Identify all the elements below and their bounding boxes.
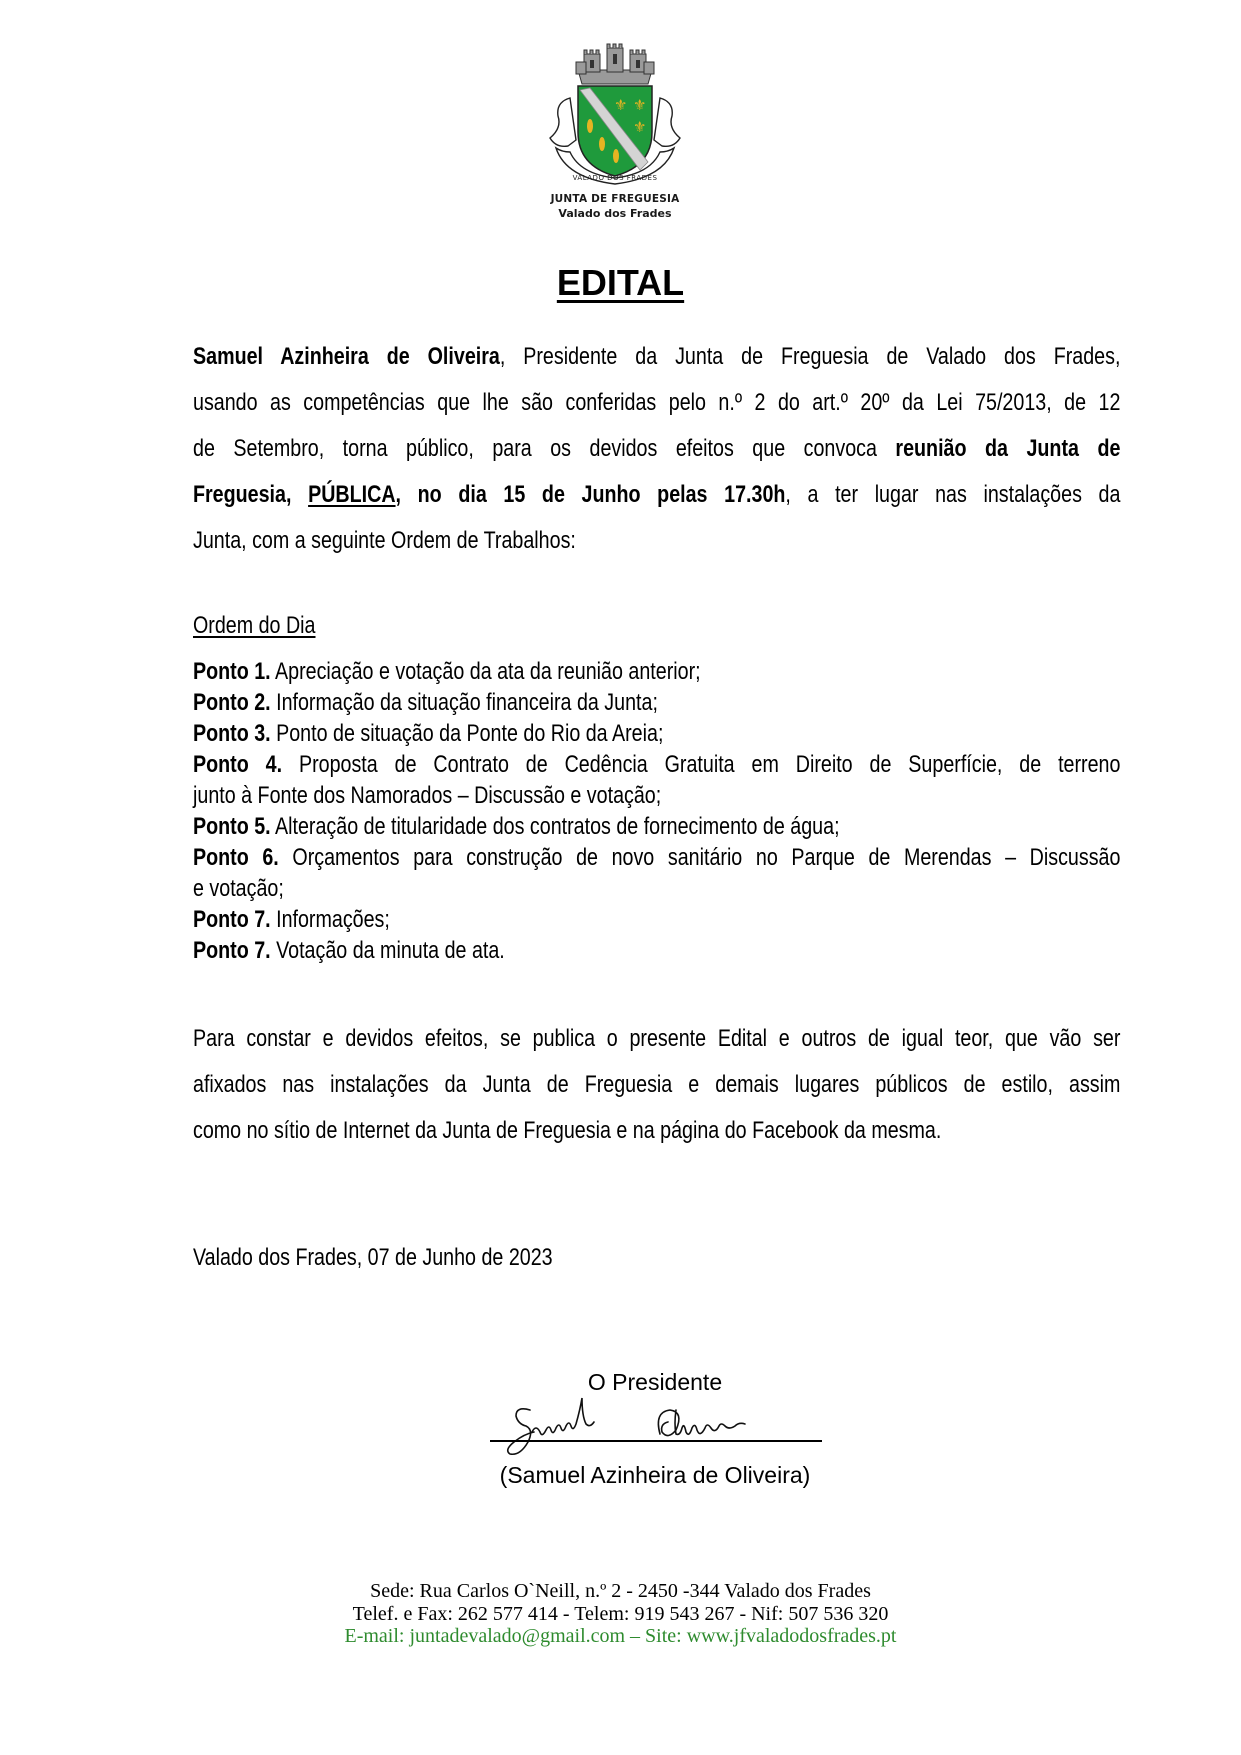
agenda-item-continuation: e votação; bbox=[193, 875, 284, 902]
agenda-item-text: Proposta de Contrato de Cedência Gratuita em Direito de Superfície, de terreno bbox=[282, 751, 1121, 778]
intro-line-1 bbox=[193, 343, 1120, 371]
agenda-item bbox=[193, 689, 658, 717]
intro-line-2: usando as competências que lhe são conferidas pelo n.º 2 do art.º 20º da Lei 75/2013, de 12 bbox=[193, 389, 1121, 416]
intro-line-4 bbox=[193, 481, 1120, 509]
agenda-item-label: Ponto 7. bbox=[193, 937, 271, 964]
agenda-item-label: Ponto 4. bbox=[193, 751, 283, 778]
intro-line-4-text: , a ter lugar nas instalações da bbox=[785, 481, 1121, 508]
meeting-datetime: , no dia 15 de Junho pelas 17.30h bbox=[395, 481, 786, 508]
agenda-item-label: Ponto 7. bbox=[193, 906, 271, 933]
agenda-item-text: Orçamentos para construção de novo sanitário no Parque de Merendas – Discussão bbox=[278, 844, 1121, 871]
intro-line-3 bbox=[193, 435, 1120, 463]
document-title: EDITAL bbox=[556, 262, 685, 303]
meeting-body: Freguesia, bbox=[193, 481, 309, 508]
intro-line-5: Junta, com a seguinte Ordem de Trabalhos: bbox=[193, 527, 576, 554]
signature-role: O Presidente bbox=[587, 1369, 723, 1395]
logo-caption-place: Valado dos Frades bbox=[558, 207, 672, 220]
signatory-name: (Samuel Azinheira de Oliveira) bbox=[499, 1462, 811, 1488]
footer-address: Sede: Rua Carlos O`Neill, n.º 2 - 2450 -344 Valado dos Frades bbox=[370, 1580, 871, 1602]
intro-line-3-text: de Setembro, torna público, para os devidos efeitos que convoca bbox=[193, 435, 896, 462]
agenda-item-label: Ponto 1. bbox=[193, 658, 271, 685]
place-date: Valado dos Frades, 07 de Junho de 2023 bbox=[193, 1244, 553, 1271]
footer-phones: Telef. e Fax: 262 577 414 - Telem: 919 543 267 - Nif: 507 536 320 bbox=[352, 1603, 889, 1625]
signature-icon bbox=[500, 1396, 820, 1456]
agenda-heading: Ordem do Dia bbox=[193, 612, 316, 639]
agenda-item-continuation: junto à Fonte dos Namorados – Discussão e votação; bbox=[193, 782, 662, 809]
agenda-item bbox=[193, 906, 390, 934]
agenda-item-text: Ponto de situação da Ponte do Rio da Areia; bbox=[270, 720, 664, 747]
agenda-item-label: Ponto 2. bbox=[193, 689, 271, 716]
agenda-item bbox=[193, 844, 1120, 872]
agenda-item-text: Alteração de titularidade dos contratos de fornecimento de água; bbox=[270, 813, 840, 840]
closing-line-2: afixados nas instalações da Junta de Freguesia e demais lugares públicos de estilo, assim bbox=[193, 1071, 1121, 1098]
agenda-item-text: Informações; bbox=[270, 906, 390, 933]
handwritten-signature bbox=[500, 1396, 820, 1456]
agenda-item bbox=[193, 658, 701, 686]
coat-of-arms-logo bbox=[540, 40, 690, 220]
svg-text:⚜: ⚜ bbox=[614, 96, 628, 114]
agenda-item-label: Ponto 6. bbox=[193, 844, 279, 871]
agenda-item bbox=[193, 813, 840, 841]
president-name: Samuel Azinheira de Oliveira bbox=[193, 343, 500, 370]
intro-line-1-text: , Presidente da Junta de Freguesia de Valado dos Frades, bbox=[499, 343, 1121, 370]
agenda-item bbox=[193, 720, 663, 748]
agenda-item-text: Informação da situação financeira da Junta; bbox=[270, 689, 658, 716]
coat-of-arms-icon bbox=[540, 40, 690, 190]
footer-contact: E-mail: juntadevalado@gmail.com – Site: www.jfvaladodosfrades.pt bbox=[344, 1625, 897, 1647]
logo-caption-title: JUNTA DE FREGUESIA bbox=[550, 193, 680, 205]
agenda-item-text: Votação da minuta de ata. bbox=[270, 937, 505, 964]
agenda-item bbox=[193, 937, 505, 965]
signature-line bbox=[490, 1440, 822, 1442]
meeting-public: PÚBLICA bbox=[308, 481, 396, 508]
meeting-type: reunião da Junta de bbox=[895, 435, 1121, 462]
agenda-item bbox=[193, 751, 1120, 779]
closing-line-1: Para constar e devidos efeitos, se publica o presente Edital e outros de igual teor, que vão ser bbox=[193, 1025, 1121, 1052]
svg-text:VALADO DOS FRADES: VALADO DOS FRADES bbox=[572, 174, 658, 182]
svg-text:⚜: ⚜ bbox=[633, 118, 647, 136]
agenda-item-label: Ponto 3. bbox=[193, 720, 271, 747]
agenda-item-label: Ponto 5. bbox=[193, 813, 271, 840]
closing-line-3: como no sítio de Internet da Junta de Freguesia e na página do Facebook da mesma. bbox=[193, 1117, 942, 1144]
agenda-item-text: Apreciação e votação da ata da reunião anterior; bbox=[270, 658, 701, 685]
svg-text:⚜: ⚜ bbox=[633, 96, 647, 114]
